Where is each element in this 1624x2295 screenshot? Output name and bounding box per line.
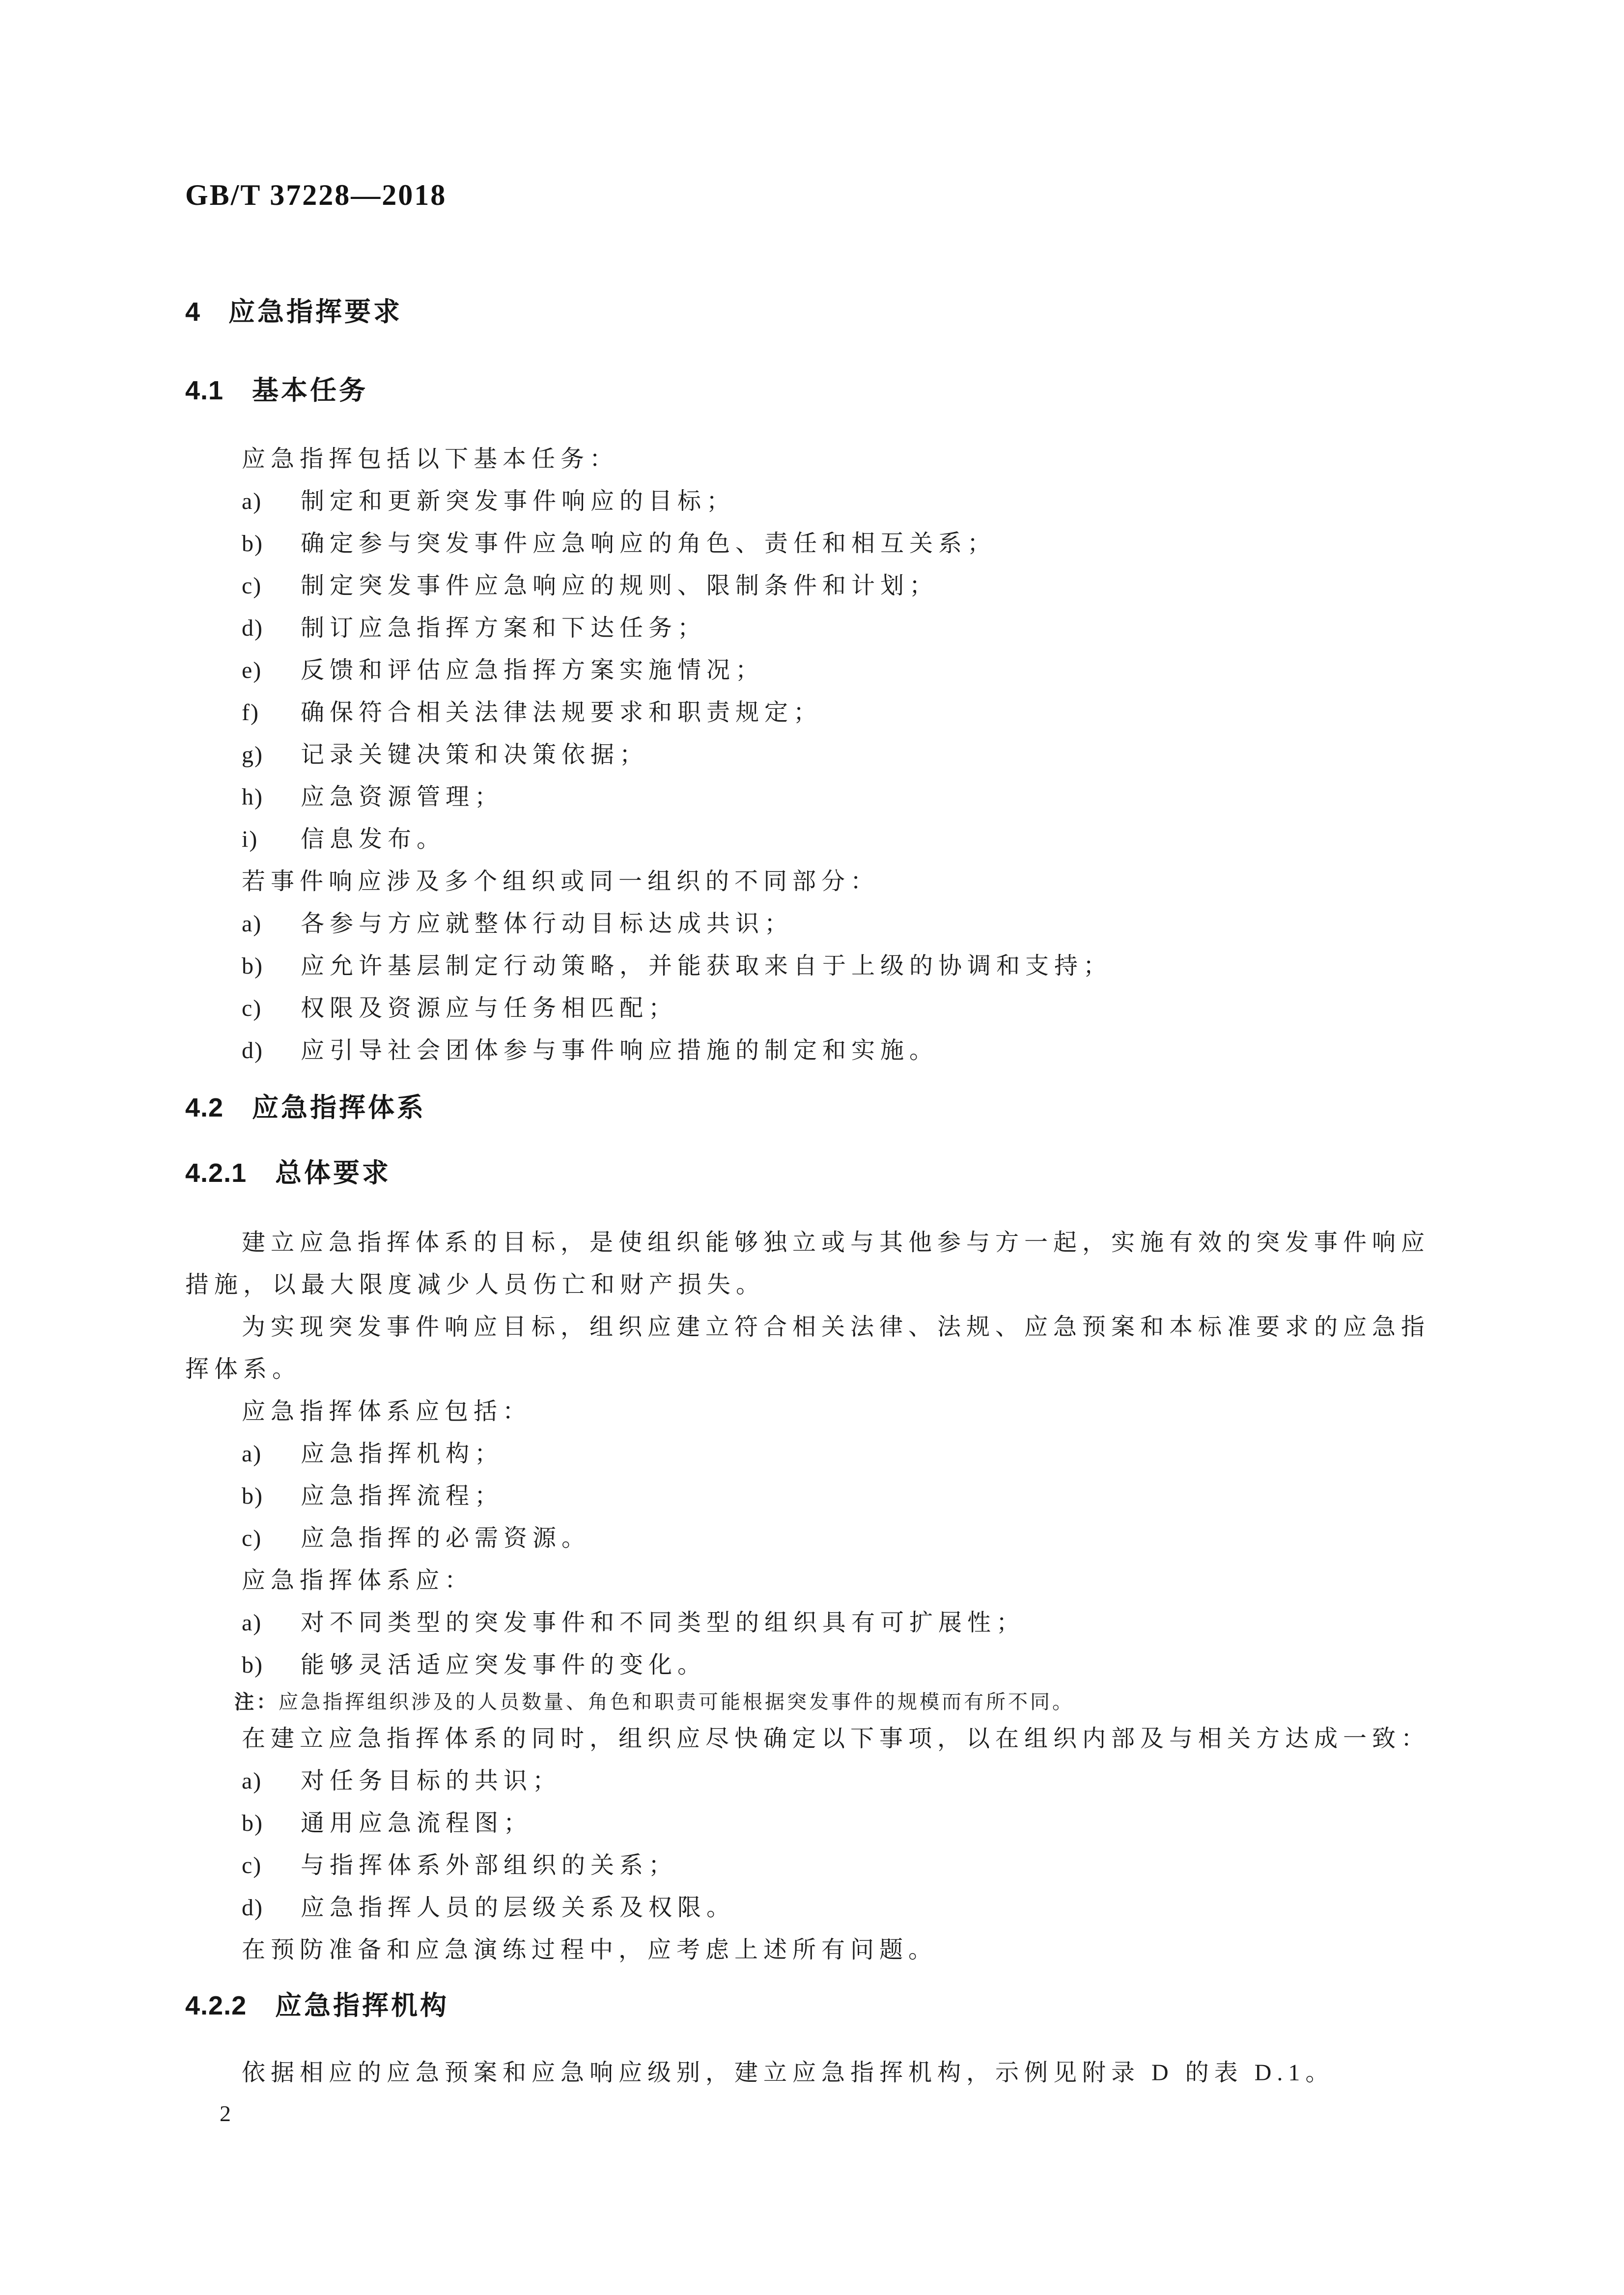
list-item-label: e) xyxy=(242,657,262,683)
list-item-text: 对任务目标的共识； xyxy=(301,1768,562,1794)
list-item-text: 与指挥体系外部组织的关系； xyxy=(301,1852,678,1878)
list-item xyxy=(185,1030,1442,1072)
list-item-label: b) xyxy=(242,1483,263,1509)
list-item xyxy=(185,1760,1442,1802)
note xyxy=(234,1686,1442,1718)
list-item-label: b) xyxy=(242,1810,263,1836)
list-item xyxy=(185,987,1442,1030)
list-item-label: c) xyxy=(242,995,262,1021)
heading-4-2-2 xyxy=(185,1988,1442,2023)
list-item-text: 应急指挥机构； xyxy=(301,1441,504,1467)
heading-4-1 xyxy=(185,373,1442,408)
list-item-label: d) xyxy=(242,1895,263,1921)
list-item-label: h) xyxy=(242,784,263,810)
list-agreement-items xyxy=(185,1760,1442,1929)
list-item-text: 信息发布。 xyxy=(301,826,446,852)
list-item xyxy=(185,1887,1442,1929)
list-item xyxy=(185,692,1442,734)
list-item-text: 权限及资源应与任务相匹配； xyxy=(301,995,678,1021)
list-item-text: 通用应急流程图； xyxy=(301,1810,533,1836)
paragraph-basic-tasks-intro: 应急指挥包括以下基本任务： xyxy=(242,446,619,472)
paragraph-system-goal: 建立应急指挥体系的目标，是使组织能够独立或与其他参与方一起，实施有效的突发事件响应措施，以最大限度减少人员伤亡和财产损失。 xyxy=(185,1230,1430,1298)
list-item xyxy=(185,776,1442,818)
list-item-label: d) xyxy=(242,615,263,641)
list-item-text: 应引导社会团体参与事件响应措施的制定和实施。 xyxy=(301,1037,939,1064)
standard-number-header: GB/T 37228—2018 xyxy=(185,179,447,211)
heading-number: 4.2.1 xyxy=(185,1158,247,1188)
list-item-label: a) xyxy=(242,1768,262,1794)
list-item xyxy=(185,945,1442,987)
paragraph-system-include: 应急指挥体系应包括： xyxy=(242,1399,532,1425)
list-item-label: i) xyxy=(242,826,258,852)
list-item xyxy=(185,1644,1442,1686)
list-item-text: 制订应急指挥方案和下达任务； xyxy=(301,615,707,641)
list-item-label: d) xyxy=(242,1037,263,1064)
list-item-text: 制定突发事件应急响应的规则、限制条件和计划； xyxy=(301,573,939,599)
list-item xyxy=(185,523,1442,565)
note-text: 应急指挥组织涉及的人员数量、角色和职责可能根据突发事件的规模而有所不同。 xyxy=(279,1691,1074,1713)
list-system-components xyxy=(185,1433,1442,1560)
heading-title: 应急指挥要求 xyxy=(228,297,402,327)
list-multi-org-rules xyxy=(185,903,1442,1072)
paragraph-multi-org: 若事件响应涉及多个组织或同一组织的不同部分： xyxy=(242,868,880,895)
list-system-properties xyxy=(185,1602,1442,1686)
heading-title: 应急指挥体系 xyxy=(252,1093,426,1122)
list-item xyxy=(185,1802,1442,1845)
list-item-label: c) xyxy=(242,1525,262,1551)
heading-4-2 xyxy=(185,1091,1442,1125)
list-item-label: f) xyxy=(242,700,259,726)
paragraph-drill-consider: 在预防准备和应急演练过程中，应考虑上述所有问题。 xyxy=(242,1937,938,1963)
list-item-label: b) xyxy=(242,531,263,557)
list-item-text: 制定和更新突发事件响应的目标； xyxy=(301,488,736,514)
heading-4 xyxy=(185,295,1442,329)
list-item xyxy=(185,1475,1442,1517)
list-item xyxy=(185,734,1442,776)
list-item xyxy=(185,565,1442,607)
note-label: 注： xyxy=(234,1691,279,1713)
list-item-label: a) xyxy=(242,1441,262,1467)
list-item-text: 确保符合相关法律法规要求和职责规定； xyxy=(301,700,823,726)
list-item-label: a) xyxy=(242,1610,262,1636)
list-item-text: 应急指挥人员的层级关系及权限。 xyxy=(301,1895,736,1921)
list-item xyxy=(185,480,1442,523)
list-item xyxy=(185,607,1442,649)
list-item-text: 应急指挥流程； xyxy=(301,1483,504,1509)
heading-title: 应急指挥机构 xyxy=(275,1991,449,2020)
list-item-text: 应急指挥的必需资源。 xyxy=(301,1525,591,1551)
list-item-label: b) xyxy=(242,953,263,979)
list-item-text: 各参与方应就整体行动目标达成共识； xyxy=(301,911,794,937)
list-item-text: 应允许基层制定行动策略，并能获取来自于上级的协调和支持； xyxy=(301,953,1113,979)
list-item-label: a) xyxy=(242,488,262,514)
list-item xyxy=(185,1845,1442,1887)
list-item xyxy=(185,649,1442,692)
page-number: 2 xyxy=(220,2101,231,2126)
list-item xyxy=(185,1602,1442,1644)
heading-number: 4.2 xyxy=(185,1093,224,1122)
list-item-label: b) xyxy=(242,1652,263,1678)
paragraph-command-org: 依据相应的应急预案和应急响应级别，建立应急指挥机构，示例见附录 D 的表 D.1。 xyxy=(242,2060,1335,2086)
list-item-text: 能够灵活适应突发事件的变化。 xyxy=(301,1652,707,1678)
list-item xyxy=(185,903,1442,945)
list-item-text: 反馈和评估应急指挥方案实施情况； xyxy=(301,657,765,683)
heading-number: 4.1 xyxy=(185,376,224,405)
heading-number: 4 xyxy=(185,297,201,327)
list-item xyxy=(185,1433,1442,1475)
list-item-label: g) xyxy=(242,742,263,768)
list-item xyxy=(185,1517,1442,1560)
list-item-label: c) xyxy=(242,573,262,599)
list-item xyxy=(185,818,1442,861)
heading-4-2-1 xyxy=(185,1156,1442,1190)
list-item-text: 对不同类型的突发事件和不同类型的组织具有可扩展性； xyxy=(301,1610,1026,1636)
heading-title: 总体要求 xyxy=(275,1158,391,1188)
list-item-label: c) xyxy=(242,1852,262,1878)
list-basic-tasks xyxy=(185,480,1442,861)
paragraph-system-build: 为实现突发事件响应目标，组织应建立符合相关法律、法规、应急预案和本标准要求的应急指挥体系。 xyxy=(185,1314,1430,1382)
paragraph-system-should: 应急指挥体系应： xyxy=(242,1567,474,1594)
heading-number: 4.2.2 xyxy=(185,1991,247,2020)
list-item-text: 应急资源管理； xyxy=(301,784,504,810)
heading-title: 基本任务 xyxy=(252,376,368,405)
list-item-label: a) xyxy=(242,911,262,937)
paragraph-agreement-items: 在建立应急指挥体系的同时，组织应尽快确定以下事项，以在组织内部及与相关方达成一致： xyxy=(242,1726,1430,1752)
list-item-text: 记录关键决策和决策依据； xyxy=(301,742,649,768)
list-item-text: 确定参与突发事件应急响应的角色、责任和相互关系； xyxy=(301,531,997,557)
